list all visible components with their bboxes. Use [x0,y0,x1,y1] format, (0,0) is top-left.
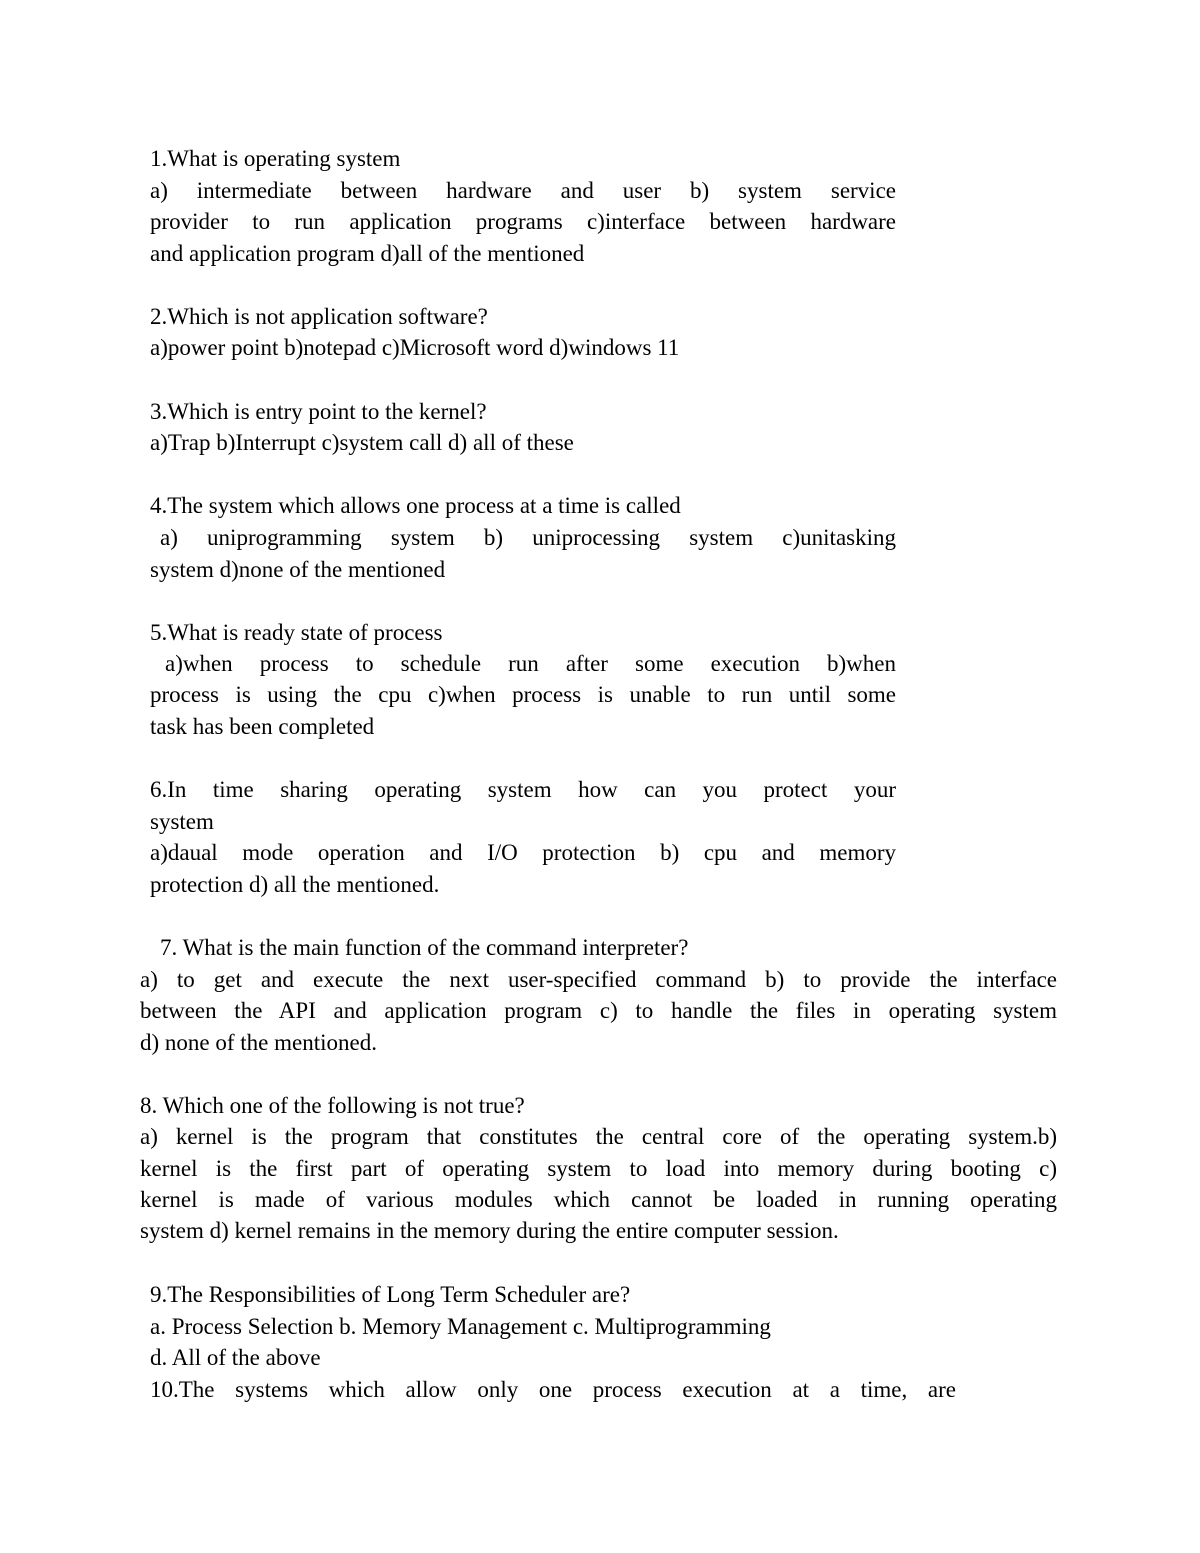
question-7-options-line-1: a) to get and execute the next user-specified command b) to provide the interface [140,967,1057,992]
question-9-options-line-2: d. All of the above [150,1345,321,1370]
question-1-options-line-2: provider to run application programs c)interface between hardware [150,209,896,234]
question-1-options-line-1: a) intermediate between hardware and user b) system service [150,178,896,203]
question-7-options-line-2: between the API and application program c) to handle the files in operating system [140,998,1057,1023]
question-6-line-2: system [150,809,214,834]
question-1: 1.What is operating system [150,146,401,171]
question-8-options-line-4: system d) kernel remains in the memory during the entire computer session. [140,1218,839,1243]
question-7-options-line-3: d) none of the mentioned. [140,1030,377,1055]
question-2: 2.Which is not application software? [150,304,488,329]
question-5-options-line-3: task has been completed [150,714,375,739]
question-5-options-line-2: process is using the cpu c)when process is unable to run until some [150,682,896,707]
question-6-line-1: 6.In time sharing operating system how can you protect your [150,777,896,802]
question-8: 8. Which one of the following is not true? [140,1093,525,1118]
question-6-options-line-1: a)daual mode operation and I/O protection b) cpu and memory [150,840,896,865]
question-8-options-line-3: kernel is made of various modules which cannot be loaded in running operating [140,1187,1057,1212]
question-2-options-line-1: a)power point b)notepad c)Microsoft word d)windows 11 [150,335,680,360]
question-10: 10.The systems which allow only one process execution at a time, are [150,1377,956,1402]
question-5-options-line-1: a)when process to schedule run after some execution b)when [165,651,896,676]
question-3-options-line-1: a)Trap b)Interrupt c)system call d) all of these [150,430,574,455]
question-4: 4.The system which allows one process at a time is called [150,493,681,518]
question-3: 3.Which is entry point to the kernel? [150,399,487,424]
question-6-options-line-2: protection d) all the mentioned. [150,872,440,897]
question-1-options-line-3: and application program d)all of the mentioned [150,241,585,266]
question-9-options-line-1: a. Process Selection b. Memory Management c. Multiprogramming [150,1314,771,1339]
question-8-options-line-1: a) kernel is the program that constitutes the central core of the operating system.b) [140,1124,1057,1149]
question-4-options-line-1: a) uniprogramming system b) uniprocessing system c)unitasking [160,525,896,550]
question-9: 9.The Responsibilities of Long Term Scheduler are? [150,1282,631,1307]
question-7: 7. What is the main function of the command interpreter? [160,935,689,960]
question-8-options-line-2: kernel is the first part of operating system to load into memory during booting c) [140,1156,1057,1181]
question-4-options-line-2: system d)none of the mentioned [150,557,446,582]
question-5: 5.What is ready state of process [150,620,443,645]
